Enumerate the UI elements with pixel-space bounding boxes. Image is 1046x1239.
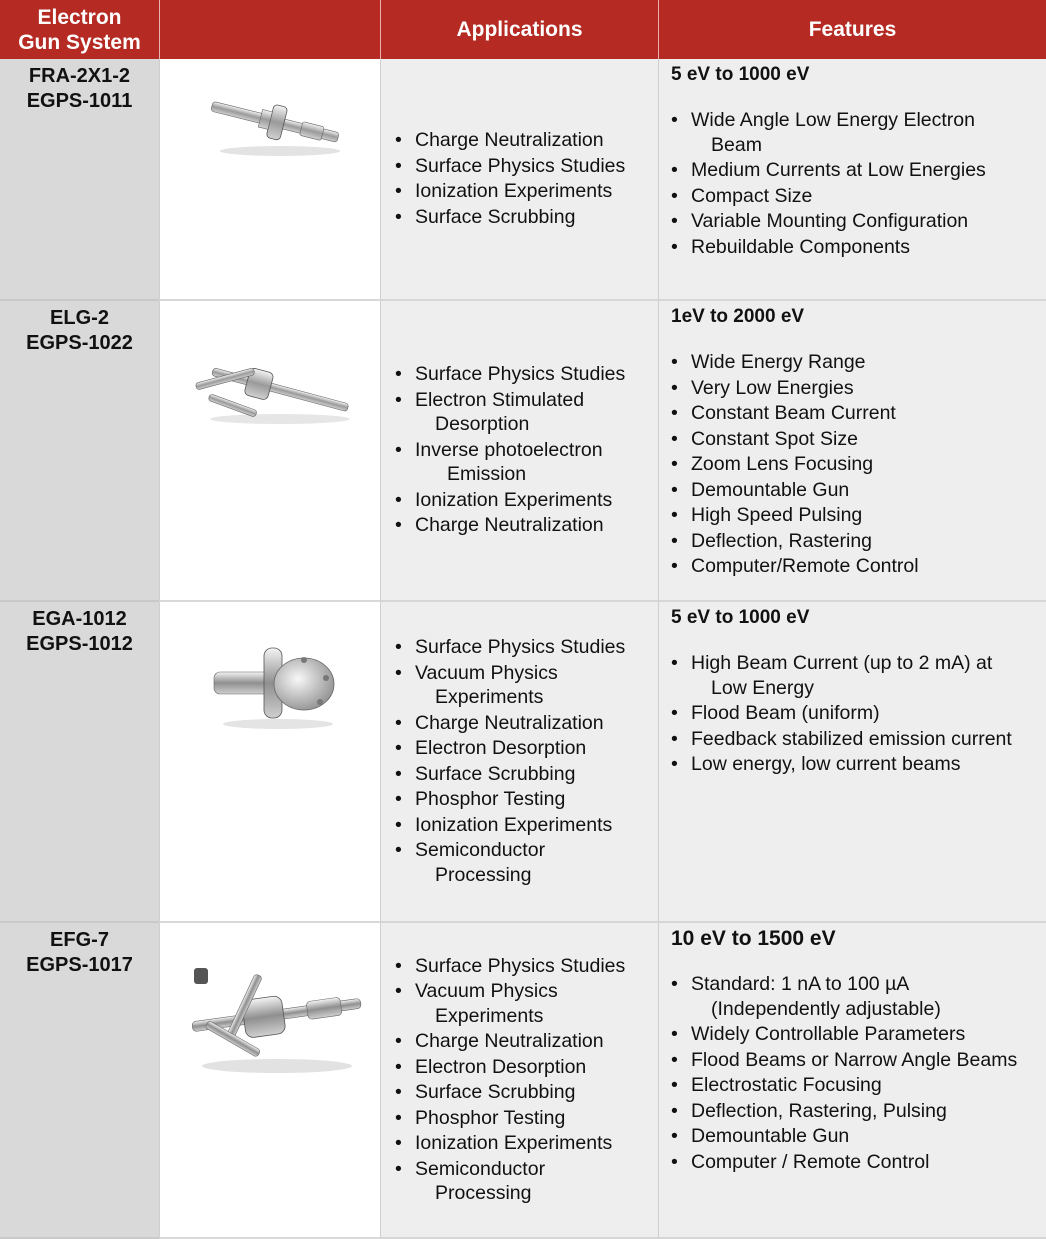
list-item [395, 388, 625, 437]
list-item: • Widely Controllable Parameters [671, 1022, 1046, 1047]
list-item: • Ionization Experiments [395, 813, 625, 838]
list-item: • Ionization Experiments [395, 488, 625, 513]
product-image-cell [159, 602, 380, 923]
applications-list [381, 954, 625, 1207]
list-item: • Surface Physics Studies [395, 954, 625, 979]
header-image-column [159, 0, 380, 59]
application-text: Inverse photoelectron [415, 438, 603, 461]
list-item: • Electron Desorption [395, 736, 625, 761]
list-item: • Constant Beam Current [671, 401, 1046, 426]
list-item [395, 661, 625, 710]
list-item: • Constant Spot Size [671, 427, 1046, 452]
feature-text-wrap: Low Energy [711, 676, 814, 699]
list-item: • Rebuildable Components [671, 235, 1046, 260]
features-list [671, 972, 1046, 1174]
system-name: EGPS-1022 [26, 332, 133, 354]
electron-gun-photo [190, 349, 355, 429]
applications-list [381, 362, 625, 539]
application-text-wrap: Processing [435, 1182, 532, 1204]
applications-cell [380, 923, 658, 1239]
table-row [0, 301, 1046, 602]
table-row [0, 59, 1046, 301]
product-image-cell [159, 59, 380, 301]
list-item: • Demountable Gun [671, 1124, 1046, 1149]
model-name: EFG-7 [50, 929, 109, 951]
model-cell [0, 59, 159, 301]
list-item: • High Speed Pulsing [671, 503, 1046, 528]
features-list [671, 108, 1046, 259]
list-item [395, 1157, 625, 1206]
list-item: • Electron Desorption [395, 1055, 625, 1080]
features-cell [658, 602, 1046, 923]
energy-range: 5 eV to 1000 eV [671, 607, 810, 628]
list-item: • Charge Neutralization [395, 128, 625, 153]
application-text: Vacuum Physics [415, 980, 558, 1002]
list-item [671, 972, 1046, 1021]
applications-cell [380, 59, 658, 301]
features-list [671, 350, 1046, 579]
application-text-wrap: Emission [447, 463, 527, 486]
list-item: • Charge Neutralization [395, 711, 625, 736]
header-features: Features [658, 0, 1046, 59]
application-text: Semiconductor [415, 1157, 546, 1180]
applications-cell [380, 301, 658, 602]
header-col1-line1: Electron [37, 5, 122, 29]
application-text-wrap: Processing [435, 863, 532, 886]
application-text-wrap: Experiments [435, 686, 544, 708]
list-item: • Demountable Gun [671, 478, 1046, 503]
list-item: • Feedback stabilized emission current [671, 727, 1046, 752]
features-cell [658, 923, 1046, 1239]
model-name: ELG-2 [50, 307, 109, 329]
list-item: • Charge Neutralization [395, 513, 625, 538]
table-row [0, 923, 1046, 1239]
list-item: • Flood Beam (uniform) [671, 701, 1046, 726]
features-list [671, 651, 1046, 777]
list-item: • Surface Physics Studies [395, 362, 625, 387]
application-text: Semiconductor [415, 839, 546, 861]
electron-gun-photo [205, 91, 345, 161]
model-cell [0, 923, 159, 1239]
feature-text: Standard: 1 nA to 100 µA [691, 973, 910, 995]
list-item: • Ionization Experiments [395, 179, 625, 204]
features-cell [658, 301, 1046, 602]
list-item: • Variable Mounting Configuration [671, 209, 1046, 234]
list-item [671, 651, 1046, 700]
features-cell [658, 59, 1046, 301]
list-item: • Charge Neutralization [395, 1029, 625, 1054]
energy-range: 10 eV to 1500 eV [671, 927, 836, 950]
list-item: • Surface Scrubbing [395, 205, 625, 230]
header-col1-line2: Gun System [18, 30, 141, 54]
list-item: • Deflection, Rastering, Pulsing [671, 1099, 1046, 1124]
list-item: • Surface Physics Studies [395, 635, 625, 660]
feature-text: Wide Angle Low Energy Electron [691, 109, 975, 131]
feature-text: High Beam Current (up to 2 mA) at [691, 652, 993, 674]
list-item: • Phosphor Testing [395, 1106, 625, 1131]
list-item: • Very Low Energies [671, 376, 1046, 401]
list-item: • Ionization Experiments [395, 1131, 625, 1156]
electron-gun-photo [208, 642, 338, 732]
list-item: • Deflection, Rastering [671, 529, 1046, 554]
model-cell [0, 602, 159, 923]
applications-list [381, 128, 625, 230]
application-text: Electron Stimulated [415, 388, 585, 411]
list-item: • Computer/Remote Control [671, 554, 1046, 579]
system-name: EGPS-1011 [26, 90, 133, 112]
list-item [671, 108, 1046, 157]
header-applications: Applications [380, 0, 658, 59]
list-item: • Low energy, low current beams [671, 752, 1046, 777]
application-text-wrap: Desorption [435, 413, 530, 436]
electron-gun-photo [182, 948, 367, 1078]
header-electron-gun-system [0, 0, 159, 59]
model-name: EGA-1012 [32, 608, 127, 630]
feature-text-wrap: Beam [711, 133, 762, 156]
model-cell [0, 301, 159, 602]
list-item [395, 979, 625, 1028]
list-item: • Surface Scrubbing [395, 1080, 625, 1105]
list-item: • Surface Scrubbing [395, 762, 625, 787]
list-item: • Wide Energy Range [671, 350, 1046, 375]
application-text: Vacuum Physics [415, 661, 558, 684]
application-text-wrap: Experiments [435, 1004, 544, 1027]
product-image-cell [159, 923, 380, 1239]
list-item [395, 438, 625, 487]
list-item: • Compact Size [671, 184, 1046, 209]
system-name: EGPS-1017 [26, 954, 133, 976]
list-item: • Computer / Remote Control [671, 1150, 1046, 1175]
list-item [395, 838, 625, 887]
list-item: • Medium Currents at Low Energies [671, 158, 1046, 183]
model-name: FRA-2X1-2 [28, 65, 131, 87]
feature-text-wrap: (Independently adjustable) [711, 997, 941, 1020]
energy-range: 1eV to 2000 eV [671, 306, 805, 327]
applications-list [381, 635, 625, 888]
energy-range: 5 eV to 1000 eV [671, 64, 810, 85]
list-item: • Electrostatic Focusing [671, 1073, 1046, 1098]
table-row [0, 602, 1046, 923]
list-item: • Phosphor Testing [395, 787, 625, 812]
product-image-cell [159, 301, 380, 602]
list-item: • Flood Beams or Narrow Angle Beams [671, 1048, 1046, 1073]
list-item: • Surface Physics Studies [395, 154, 625, 179]
system-name: EGPS-1012 [26, 633, 133, 655]
list-item: • Zoom Lens Focusing [671, 452, 1046, 477]
applications-cell [380, 602, 658, 923]
